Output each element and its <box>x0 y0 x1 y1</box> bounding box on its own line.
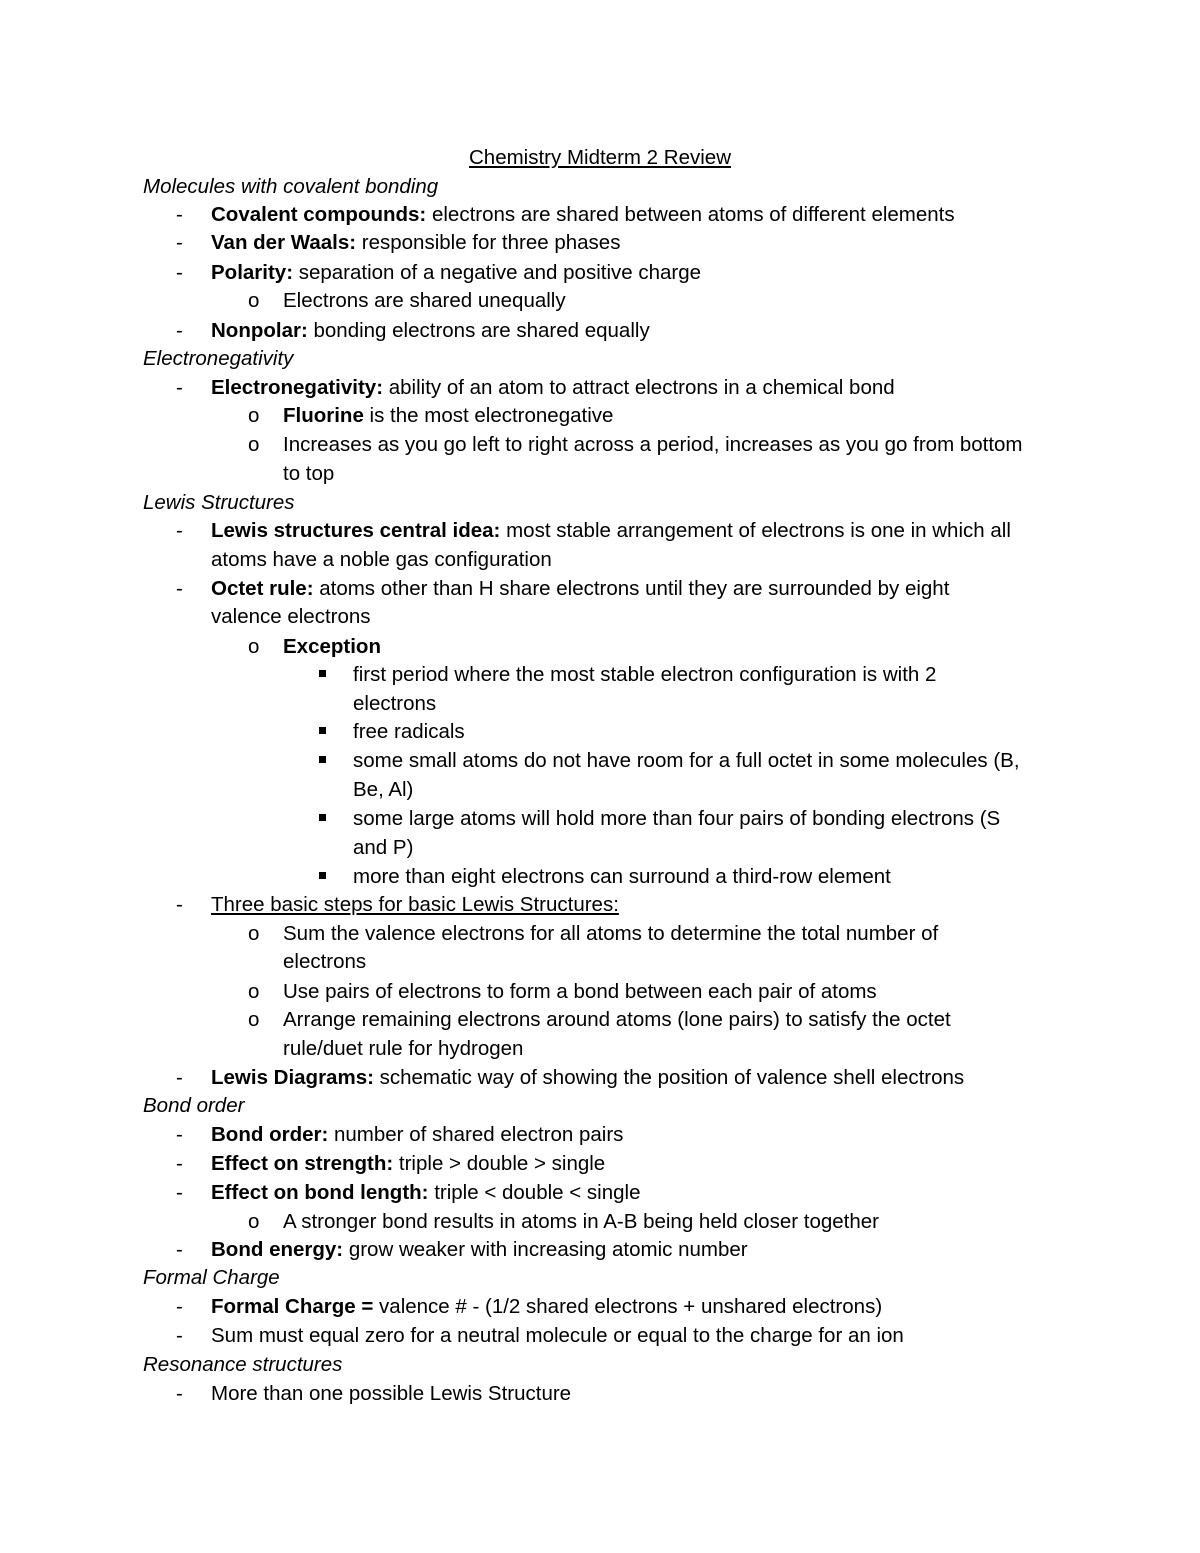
circle-bullet: o <box>248 404 260 427</box>
section-heading-covalent: Molecules with covalent bonding <box>143 175 439 198</box>
list-item: free radicals <box>353 720 465 743</box>
dash-bullet: - <box>176 376 183 399</box>
list-item: Octet rule: atoms other than H share electrons until they are surrounded by eight <box>211 577 950 600</box>
list-item: Effect on strength: triple > double > single <box>211 1152 606 1175</box>
list-item-continuation: electrons <box>283 950 367 973</box>
dash-bullet: - <box>176 1181 183 1204</box>
square-bullet-icon <box>319 756 326 763</box>
list-item: Effect on bond length: triple < double < single <box>211 1181 641 1204</box>
list-item: Bond energy: grow weaker with increasing atomic number <box>211 1238 748 1261</box>
list-item: Lewis structures central idea: most stable arrangement of electrons is one in which all <box>211 519 1011 542</box>
list-item: Use pairs of electrons to form a bond between each pair of atoms <box>283 980 877 1003</box>
list-item: more than eight electrons can surround a third-row element <box>353 865 891 888</box>
section-heading-lewis: Lewis Structures <box>143 491 295 514</box>
dash-bullet: - <box>176 577 183 600</box>
list-item: Van der Waals: responsible for three phases <box>211 231 621 254</box>
list-item: Sum the valence electrons for all atoms to determine the total number of <box>283 922 939 945</box>
section-heading-formal-charge: Formal Charge <box>143 1266 280 1289</box>
list-item-continuation: atoms have a noble gas configuration <box>211 548 552 571</box>
circle-bullet: o <box>248 980 260 1003</box>
list-item-continuation: to top <box>283 462 335 485</box>
dash-bullet: - <box>176 1152 183 1175</box>
list-item: first period where the most stable electron configuration is with 2 <box>353 663 937 686</box>
dash-bullet: - <box>176 893 183 916</box>
list-item: Increases as you go left to right across a period, increases as you go from bottom <box>283 433 1023 456</box>
circle-bullet: o <box>248 289 260 312</box>
list-item: Lewis Diagrams: schematic way of showing the position of valence shell electrons <box>211 1066 965 1089</box>
circle-bullet: o <box>248 1008 260 1031</box>
list-item: Electronegativity: ability of an atom to attract electrons in a chemical bond <box>211 376 895 399</box>
list-item: Sum must equal zero for a neutral molecule or equal to the charge for an ion <box>211 1324 904 1347</box>
dash-bullet: - <box>176 1324 183 1347</box>
list-item: Exception <box>283 635 381 658</box>
square-bullet-icon <box>319 670 326 677</box>
dash-bullet: - <box>176 319 183 342</box>
list-item: More than one possible Lewis Structure <box>211 1382 572 1405</box>
circle-bullet: o <box>248 635 260 658</box>
list-item: Bond order: number of shared electron pairs <box>211 1123 624 1146</box>
section-heading-electronegativity: Electronegativity <box>143 347 294 370</box>
list-item-continuation: rule/duet rule for hydrogen <box>283 1037 524 1060</box>
list-item: Arrange remaining electrons around atoms (lone pairs) to satisfy the octet <box>283 1008 951 1031</box>
list-item: Covalent compounds: electrons are shared between atoms of different elements <box>211 203 955 226</box>
list-item: Fluorine is the most electronegative <box>283 404 614 427</box>
list-item: Nonpolar: bonding electrons are shared equally <box>211 319 650 342</box>
list-item-continuation: electrons <box>353 692 437 715</box>
dash-bullet: - <box>176 231 183 254</box>
dash-bullet: - <box>176 1382 183 1405</box>
list-item: Electrons are shared unequally <box>283 289 566 312</box>
dash-bullet: - <box>176 1238 183 1261</box>
dash-bullet: - <box>176 1295 183 1318</box>
square-bullet-icon <box>319 872 326 879</box>
list-item: A stronger bond results in atoms in A-B being held closer together <box>283 1210 879 1233</box>
list-item: Formal Charge = valence # - (1/2 shared electrons + unshared electrons) <box>211 1295 883 1318</box>
circle-bullet: o <box>248 433 260 456</box>
dash-bullet: - <box>176 1123 183 1146</box>
list-item: Polarity: separation of a negative and positive charge <box>211 261 702 284</box>
list-item: some small atoms do not have room for a full octet in some molecules (B, <box>353 749 1020 772</box>
list-item: some large atoms will hold more than four pairs of bonding electrons (S <box>353 807 1001 830</box>
circle-bullet: o <box>248 922 260 945</box>
dash-bullet: - <box>176 203 183 226</box>
list-item-continuation: Be, Al) <box>353 778 414 801</box>
dash-bullet: - <box>176 1066 183 1089</box>
section-heading-resonance: Resonance structures <box>143 1353 343 1376</box>
dash-bullet: - <box>176 261 183 284</box>
circle-bullet: o <box>248 1210 260 1233</box>
section-heading-bond-order: Bond order <box>143 1094 245 1117</box>
list-item-continuation: and P) <box>353 836 414 859</box>
square-bullet-icon <box>319 727 326 734</box>
square-bullet-icon <box>319 814 326 821</box>
list-item: Three basic steps for basic Lewis Structures: <box>211 893 619 916</box>
dash-bullet: - <box>176 519 183 542</box>
page-title: Chemistry Midterm 2 Review <box>469 146 731 169</box>
list-item-continuation: valence electrons <box>211 605 371 628</box>
